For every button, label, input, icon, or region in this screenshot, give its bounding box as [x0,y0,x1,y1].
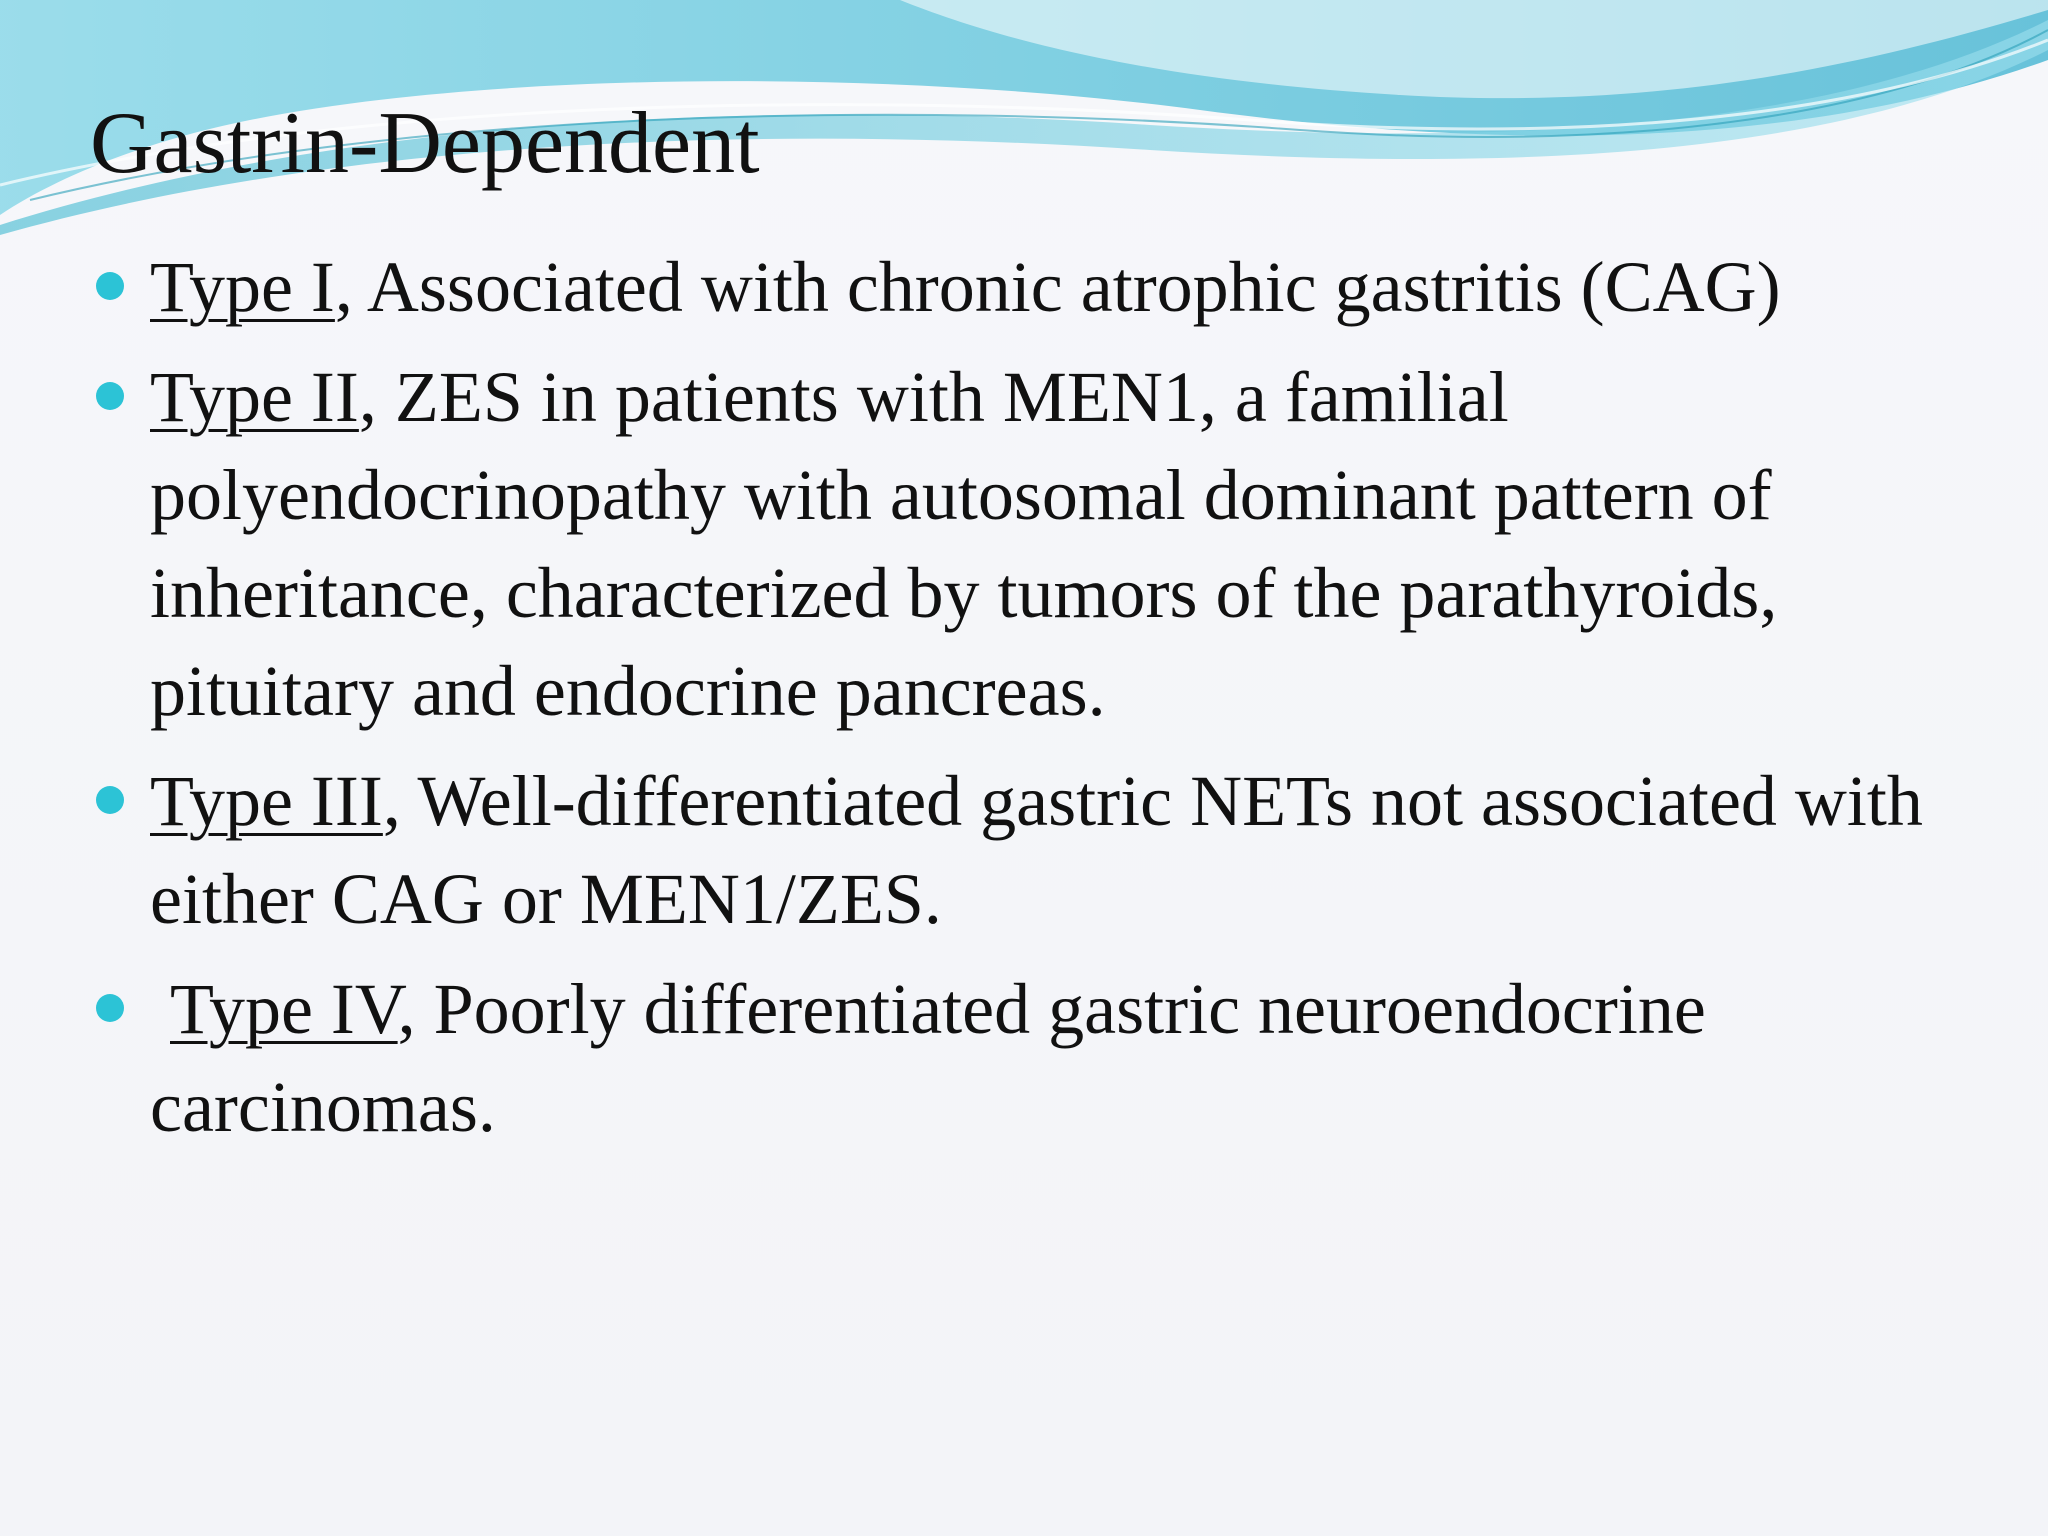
bullet-lead: Type IV [170,969,398,1049]
bullet-lead: Type II [150,357,359,437]
bullet-dot-icon [96,994,124,1022]
bullet-dot-icon [96,382,124,410]
bullet-dot-icon [96,272,124,300]
bullet-item-type-4 [0,960,2048,1156]
bullet-item-type-1 [0,238,2048,336]
slide-title: Gastrin-Dependent [90,95,760,192]
bullet-item-type-2 [0,348,2048,740]
bullet-item-type-3 [0,752,2048,948]
bullet-lead: Type III [150,761,383,841]
bullet-list [0,238,2048,1168]
bullet-text: , Poorly differentiated gastric neuroendocrine carcinomas. [150,969,1706,1147]
bullet-dot-icon [96,786,124,814]
bullet-text: , ZES in patients with MEN1, a familial polyendocrinopathy with autosomal dominant pattern of inheritance, characterized by tumors of the parathyroids, pituitary and endocrine pancreas. [150,357,1778,731]
bullet-lead: Type I [150,247,335,327]
bullet-text: , Associated with chronic atrophic gastritis (CAG) [334,247,1781,327]
bullet-text: , Well-differentiated gastric NETs not associated with either CAG or MEN1/ZES. [150,761,1923,939]
